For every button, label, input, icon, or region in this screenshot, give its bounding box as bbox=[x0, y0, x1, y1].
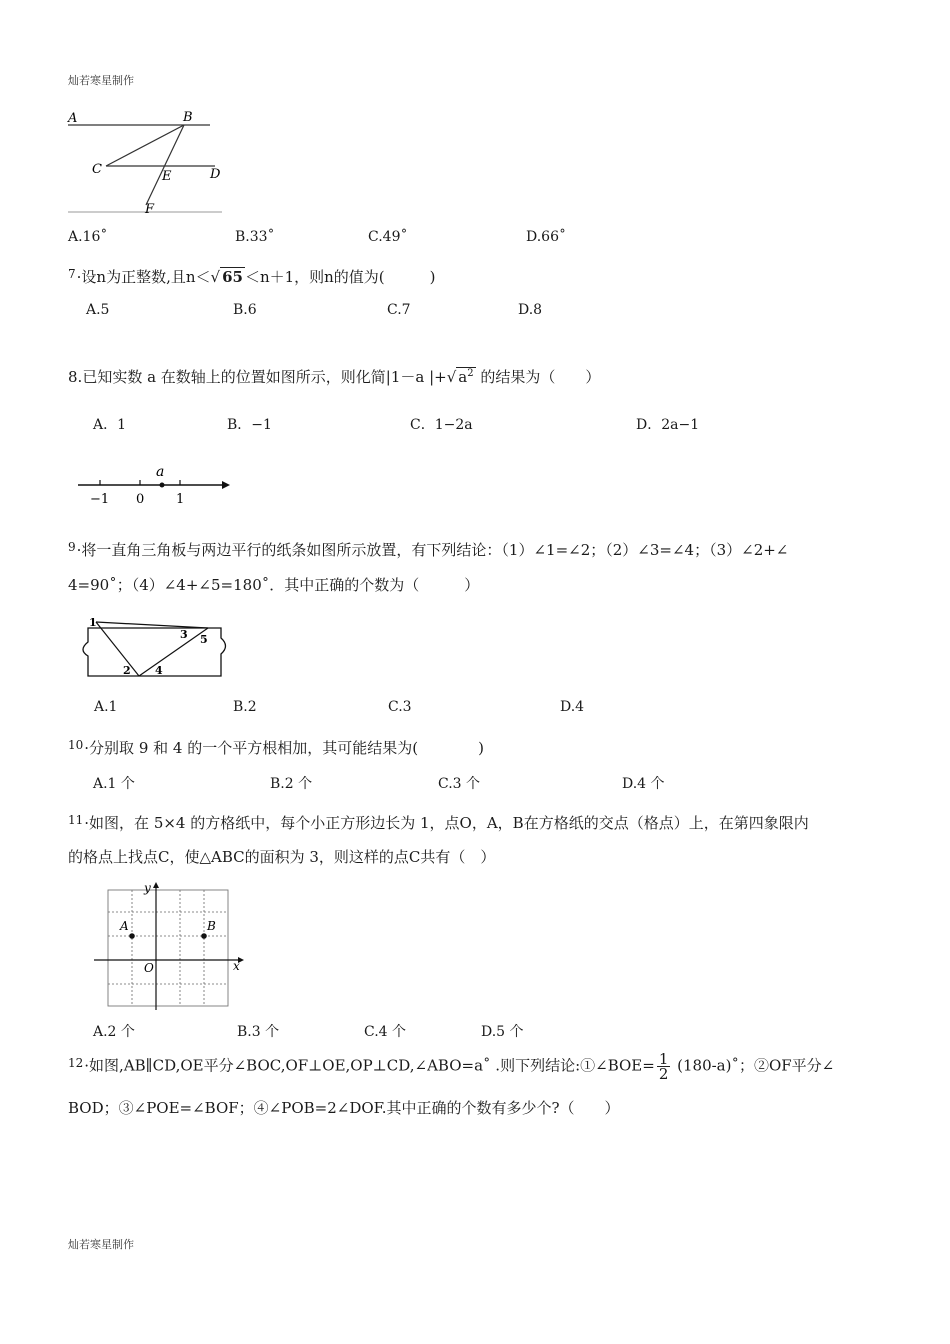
q6-option-a[interactable]: A.16˚ bbox=[68, 229, 108, 245]
q6-label-c: C bbox=[92, 162, 102, 177]
q11-point-b-label: B bbox=[207, 919, 216, 933]
q9-line2: 4=90˚；（4）∠4+∠5=180˚．其中正确的个数为（ ） bbox=[68, 576, 480, 594]
q7-radicand: 65 bbox=[222, 268, 243, 286]
q7-option-b[interactable]: B.6 bbox=[233, 302, 257, 318]
q9-angle-2: 2 bbox=[123, 664, 131, 677]
q6-label-f: F bbox=[145, 202, 155, 217]
sqrt-symbol: √ bbox=[446, 368, 457, 386]
q11-option-d[interactable]: D.5 个 bbox=[481, 1024, 524, 1040]
q6-option-b[interactable]: B.33˚ bbox=[235, 229, 275, 245]
q6-option-d[interactable]: D.66˚ bbox=[526, 229, 566, 245]
q10-number: 10 bbox=[68, 738, 84, 752]
q9-figure bbox=[74, 612, 240, 682]
q8-text-pre: .已知实数 a 在数轴上的位置如图所示，则化简|1－a |+ bbox=[77, 368, 447, 386]
q10-option-a[interactable]: A.1 个 bbox=[93, 776, 135, 792]
q12-fraction bbox=[657, 1052, 671, 1081]
q6-option-c[interactable]: C.49˚ bbox=[368, 229, 408, 245]
q11-line2: 的格点上找点C，使△ABC的面积为 3，则这样的点C共有（ ） bbox=[68, 848, 496, 866]
q6-figure bbox=[60, 108, 240, 218]
sqrt-symbol: √ bbox=[210, 268, 221, 286]
q8-option-a[interactable]: A．1 bbox=[93, 417, 127, 433]
q8-number: 8 bbox=[68, 368, 78, 386]
q11-grid-figure bbox=[90, 880, 250, 1012]
q7-option-c[interactable]: C.7 bbox=[387, 302, 411, 318]
q8-exponent: 2 bbox=[467, 368, 474, 379]
q10-text: ·分别取 9 和 4 的一个平方根相加，其可能结果为( ) bbox=[84, 739, 484, 757]
q12-fraction-denominator: 2 bbox=[658, 1065, 669, 1083]
q8-tick-minus-one: −1 bbox=[90, 492, 110, 507]
q9-angle-4: 4 bbox=[155, 664, 163, 677]
q8-number-line bbox=[72, 458, 232, 508]
q8-option-d[interactable]: D．2a−1 bbox=[636, 417, 700, 433]
q11-option-b[interactable]: B.3 个 bbox=[237, 1024, 280, 1040]
q7-option-d[interactable]: D.8 bbox=[518, 302, 543, 318]
q11-point-a-label: A bbox=[120, 919, 129, 933]
q8-question bbox=[68, 366, 600, 387]
q12-text-pre: ·如图,AB∥CD,OE平分∠BOC,OF⊥OE,OP⊥CD,∠ABO=a˚ .则下列结论:①∠BOE= bbox=[84, 1056, 655, 1075]
q11-option-a[interactable]: A.2 个 bbox=[93, 1024, 135, 1040]
q12-line2: BOD；③∠POE=∠BOF；④∠POB=2∠DOF.其中正确的个数有多少个?（ ） bbox=[68, 1099, 620, 1117]
q9-number: 9 bbox=[68, 540, 76, 554]
page-header: 灿若寒星制作 bbox=[68, 74, 134, 87]
q12-line1 bbox=[68, 1052, 834, 1081]
q6-label-e: E bbox=[162, 169, 172, 184]
q6-label-d: D bbox=[210, 167, 221, 182]
q11-axis-x-label: x bbox=[233, 959, 240, 973]
q10-option-d[interactable]: D.4 个 bbox=[622, 776, 665, 792]
q8-option-b[interactable]: B．−1 bbox=[227, 417, 272, 433]
q8-text-post: 的结果为（ ） bbox=[475, 368, 601, 386]
q9-angle-5: 5 bbox=[200, 633, 208, 646]
q6-label-b: B bbox=[183, 110, 193, 125]
q8-radicand bbox=[456, 367, 475, 386]
q11-line1 bbox=[68, 812, 809, 833]
q10-option-b[interactable]: B.2 个 bbox=[270, 776, 313, 792]
q11-number: 11 bbox=[68, 813, 84, 827]
q9-option-d[interactable]: D.4 bbox=[560, 699, 585, 715]
q11-option-c[interactable]: C.4 个 bbox=[364, 1024, 407, 1040]
q8-radicand-base: a bbox=[458, 368, 468, 386]
q6-label-a: A bbox=[68, 111, 78, 126]
q7-number: 7 bbox=[68, 267, 76, 281]
q9-angle-3: 3 bbox=[180, 628, 188, 641]
q9-option-b[interactable]: B.2 bbox=[233, 699, 257, 715]
q12-text-post: (180-a)˚；②OF平分∠ bbox=[672, 1056, 835, 1075]
q11-origin-label: O bbox=[144, 961, 154, 975]
q7-text-post: ＜n＋1，则n的值为( ) bbox=[244, 268, 436, 286]
page-footer: 灿若寒星制作 bbox=[68, 1238, 134, 1251]
q7-text-pre: ·设n为正整数,且n＜ bbox=[76, 268, 211, 286]
q8-option-c[interactable]: C．1−2a bbox=[410, 417, 473, 433]
q9-line1 bbox=[68, 539, 788, 560]
q8-tick-one: 1 bbox=[176, 492, 185, 507]
q7-question bbox=[68, 266, 436, 287]
q8-tick-zero: 0 bbox=[136, 492, 145, 507]
q10-option-c[interactable]: C.3 个 bbox=[438, 776, 481, 792]
q8-point-a-label: a bbox=[156, 464, 165, 480]
q11-text-line1: ·如图，在 5×4 的方格纸中，每个小正方形边长为 1，点O，A，B在方格纸的交点（格点）上，在第四象限内 bbox=[84, 814, 809, 832]
q9-angle-1: 1 bbox=[89, 616, 97, 629]
q9-text-line1: ·将一直角三角板与两边平行的纸条如图所示放置，有下列结论：（1）∠1=∠2；（2）∠3=∠4；（3）∠2+∠ bbox=[76, 541, 789, 559]
q12-fraction-numerator: 1 bbox=[658, 1050, 669, 1068]
q12-number: 12 bbox=[68, 1055, 84, 1070]
q11-axis-y-label: y bbox=[144, 881, 151, 895]
q9-option-c[interactable]: C.3 bbox=[388, 699, 412, 715]
q7-option-a[interactable]: A.5 bbox=[86, 302, 110, 318]
q10-question bbox=[68, 737, 484, 758]
q9-option-a[interactable]: A.1 bbox=[94, 699, 118, 715]
